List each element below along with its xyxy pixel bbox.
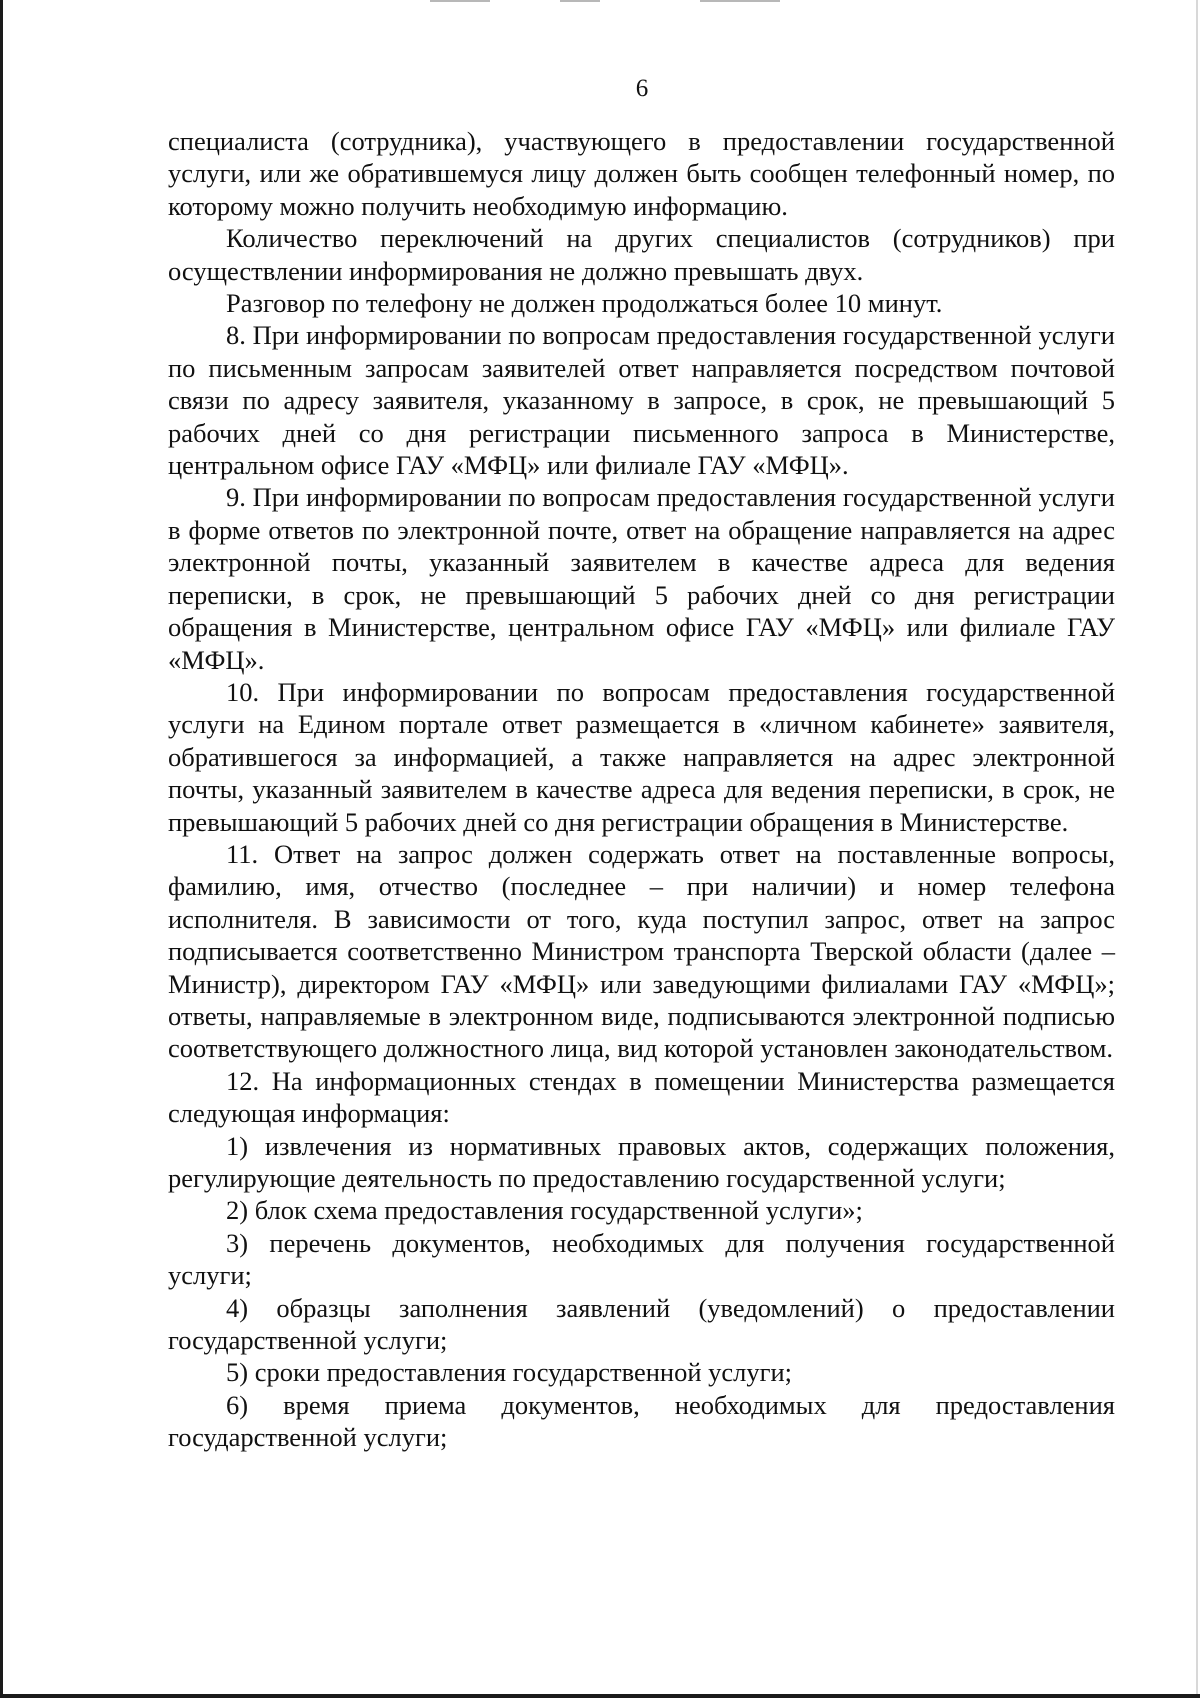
list-item: 5) сроки предоставления государственной услуги; [226,1357,793,1388]
paragraph-phone-duration: Разговор по телефону не должен продолжаться более 10 минут. [226,288,943,319]
paragraph-item-9: 9. При информировании по вопросам предоставления государственной услуги в форме ответов по электронной почте, ответ на обращение направляется на адрес электронной почты, указанный заявителем в качестве адреса для ведения переписки, в срок, не превышающий 5 рабочих дней со дня регистрации обращения в Министерстве, центральном офисе ГАУ «МФЦ» или филиале ГАУ «МФЦ». [168,482,1115,675]
scan-edge-left [0,0,3,1698]
scan-speck [700,0,780,2]
list-item: 4) образцы заполнения заявлений (уведомлений) о предоставлении государственной услуги; [168,1292,1115,1356]
list-item: 3) перечень документов, необходимых для получения государственной услуги; [168,1227,1115,1291]
scan-edge-bottom [0,1694,1200,1698]
page-number: 6 [635,75,649,102]
scan-speck [560,0,600,2]
paragraph-item-12: 12. На информационных стендах в помещении Министерства размещается следующая информация: [168,1065,1115,1129]
scan-speck [430,0,490,2]
paragraph-switching: Количество переключений на других специалистов (сотрудников) при осуществлении информирования не должно превышать двух. [168,223,1115,286]
paragraph-item-11: 11. Ответ на запрос должен содержать ответ на поставленные вопросы, фамилию, имя, отчество (последнее – при наличии) и номер телефона исполнителя. В зависимости от того, куда поступил запрос, ответ на запрос подписывается соответственно Министром транспорта Тверской области (далее – Министр), директором ГАУ «МФЦ» или заведующими филиалами ГАУ «МФЦ»; ответы, направляемые в электронном виде, подписываются электронной подписью соответствующего должностного лица, вид которой установлен законодательством. [168,838,1115,1064]
paragraph-item-8: 8. При информировании по вопросам предоставления государственной услуги по письменным запросам заявителей ответ направляется посредством почтовой связи по адресу заявителя, указанному в запросе, в срок, не превышающий 5 рабочих дней со дня регистрации письменного запроса в Министерстве, центральном офисе ГАУ «МФЦ» или филиале ГАУ «МФЦ». [168,320,1115,481]
paragraph-item-10: 10. При информировании по вопросам предоставления государственной услуги на Едином портале ответ размещается в «личном кабинете» заявителя, обратившегося за информацией, а также направляется на адрес электронной почты, указанный заявителем в качестве адреса для ведения переписки, в срок, не превышающий 5 рабочих дней со дня регистрации обращения в Министерстве. [168,676,1115,837]
list-item: 6) время приема документов, необходимых для предоставления государственной услуги; [168,1389,1115,1453]
scan-edge-right [1196,0,1198,1698]
paragraph-continuation: специалиста (сотрудника), участвующего в предоставлении государственной услуги, или же обратившемуся лицу должен быть сообщен телефонный номер, по которому можно получить необходимую информацию. [168,126,1115,221]
list-item: 2) блок схема предоставления государственной услуги»; [226,1195,863,1226]
document-body [168,125,1115,1454]
list-item: 1) извлечения из нормативных правовых актов, содержащих положения, регулирующие деятельность по предоставлению государственной услуги; [168,1130,1115,1193]
